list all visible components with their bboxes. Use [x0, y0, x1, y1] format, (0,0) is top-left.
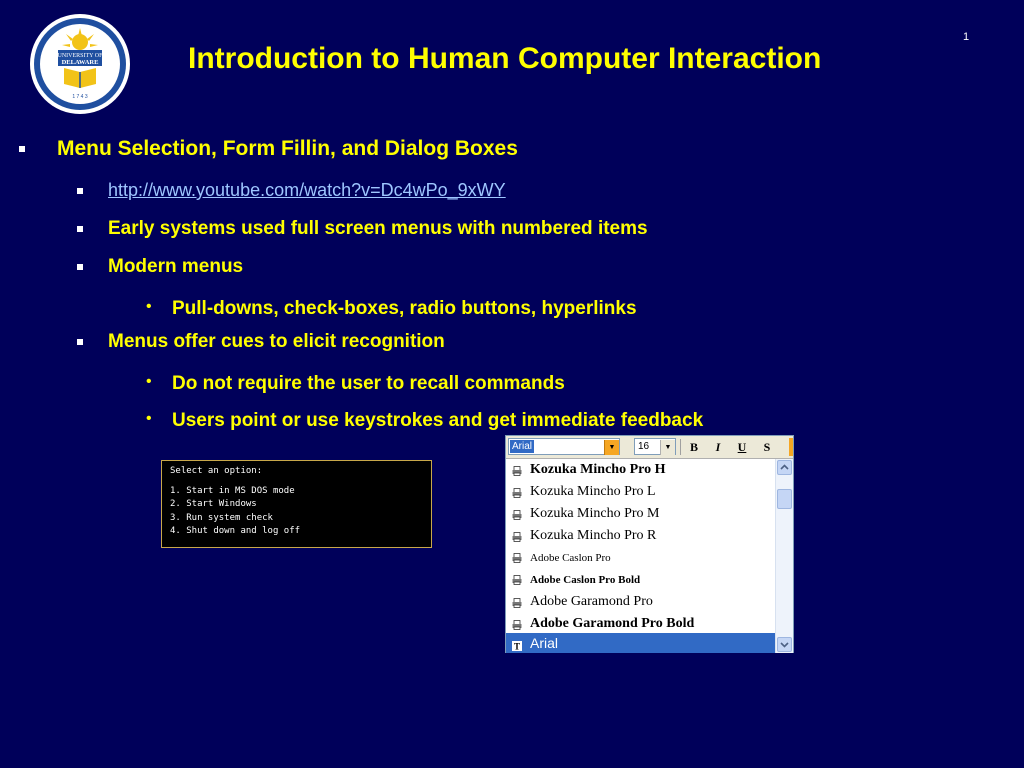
- toolbar-separator: [680, 439, 681, 455]
- square-bullet-icon: [77, 339, 83, 345]
- font-item-label: Arial: [530, 635, 559, 651]
- youtube-link[interactable]: http://www.youtube.com/watch?v=Dc4wPo_9xWY: [108, 180, 506, 200]
- font-list: [506, 459, 776, 653]
- font-item-label: Adobe Garamond Pro: [530, 594, 653, 609]
- chevron-down-icon[interactable]: ▼: [604, 440, 619, 455]
- bullet-modern-sub-text: Pull-downs, check-boxes, radio buttons, hyperlinks: [172, 298, 637, 319]
- printer-font-icon: [512, 509, 522, 519]
- italic-button[interactable]: I: [715, 440, 721, 454]
- chevron-up-icon: [778, 461, 791, 474]
- dos-menu-prompt: Select an option:: [170, 466, 263, 476]
- toolbar-overflow: [789, 438, 793, 456]
- square-bullet-icon: [77, 264, 83, 270]
- font-list-scrollbar[interactable]: [775, 459, 793, 653]
- dos-menu-option: 2. Start Windows: [170, 499, 257, 509]
- dos-menu-option: 4. Shut down and log off: [170, 526, 301, 536]
- scroll-down-button[interactable]: [777, 637, 792, 652]
- slide-number: 1: [963, 31, 970, 43]
- font-name-value: Arial: [512, 441, 533, 452]
- dot-bullet-icon: •: [146, 298, 152, 315]
- bullet-early-text: Early systems used full screen menus with numbered items: [108, 218, 648, 239]
- dot-bullet-icon: •: [146, 410, 152, 427]
- printer-font-icon: [512, 575, 522, 585]
- bullet-modern-text: Modern menus: [108, 256, 244, 277]
- chevron-down-icon: [778, 638, 791, 651]
- font-name-combobox[interactable]: [508, 438, 620, 455]
- formatting-toolbar: [506, 436, 793, 459]
- bullet-main-text: Menu Selection, Form Fillin, and Dialog Boxes: [57, 137, 518, 160]
- bullet-cues-sub1-text: Do not require the user to recall commands: [172, 373, 565, 394]
- dos-menu-option: 1. Start in MS DOS mode: [170, 485, 295, 496]
- font-list-item[interactable]: [506, 547, 776, 569]
- underline-button[interactable]: U: [737, 440, 747, 454]
- bullet-cues: [77, 331, 445, 353]
- bullet-cues-text: Menus offer cues to elicit recognition: [108, 331, 445, 352]
- printer-font-icon: [512, 597, 522, 607]
- printer-font-icon: [512, 531, 522, 541]
- bullet-early: [77, 218, 648, 240]
- font-item-label: Adobe Caslon Pro: [530, 552, 611, 564]
- bullet-cues-sub2: [146, 410, 703, 432]
- slide-title: Introduction to Human Computer Interaction: [188, 42, 822, 75]
- font-size-value: 16: [638, 441, 650, 452]
- university-logo: [28, 12, 132, 116]
- square-bullet-icon: [77, 188, 83, 194]
- printer-font-icon: [512, 465, 522, 475]
- dot-bullet-icon: •: [146, 373, 152, 390]
- font-item-label: Adobe Caslon Pro Bold: [530, 574, 641, 586]
- font-list-item[interactable]: [506, 459, 776, 481]
- font-list-item[interactable]: [506, 525, 776, 547]
- font-list-item[interactable]: [506, 613, 776, 635]
- chevron-down-icon[interactable]: ▼: [660, 440, 675, 455]
- bullet-cues-sub1: [146, 373, 565, 395]
- bold-button[interactable]: B: [689, 440, 698, 454]
- font-item-label: Kozuka Mincho Pro R: [530, 528, 657, 543]
- svg-text:T: T: [513, 641, 521, 651]
- font-list-item[interactable]: [506, 503, 776, 525]
- dos-menu-screenshot: [161, 460, 432, 548]
- bullet-modern: [77, 256, 243, 278]
- font-item-label: Kozuka Mincho Pro H: [530, 462, 666, 477]
- font-list-item[interactable]: [506, 569, 776, 591]
- square-bullet-icon: [19, 146, 25, 152]
- font-size-combobox[interactable]: [634, 438, 676, 455]
- font-dropdown-screenshot: [505, 435, 794, 653]
- printer-font-icon: [512, 619, 522, 629]
- font-item-label: Kozuka Mincho Pro M: [530, 506, 660, 521]
- font-item-label: Kozuka Mincho Pro L: [530, 484, 656, 499]
- font-list-item[interactable]: [506, 591, 776, 613]
- font-list-item[interactable]: [506, 481, 776, 503]
- shadow-button[interactable]: S: [763, 440, 771, 454]
- bullet-cues-sub2-text: Users point or use keystrokes and get immediate feedback: [172, 410, 704, 431]
- bullet-main: [19, 137, 518, 161]
- svg-text:1 7 4 3: 1 7 4 3: [72, 94, 88, 100]
- printer-font-icon: [512, 487, 522, 497]
- svg-text:DELAWARE: DELAWARE: [61, 59, 99, 66]
- font-item-label: Adobe Garamond Pro Bold: [530, 616, 695, 631]
- truetype-font-icon: [512, 638, 522, 651]
- font-list-item-selected[interactable]: [506, 633, 776, 653]
- dos-menu-option: 3. Run system check: [170, 512, 273, 523]
- printer-font-icon: [512, 553, 522, 563]
- bullet-modern-sub: [146, 298, 637, 320]
- scroll-up-button[interactable]: [777, 460, 792, 475]
- square-bullet-icon: [77, 226, 83, 232]
- bullet-link: [77, 180, 506, 201]
- svg-text:UNIVERSITY OF: UNIVERSITY OF: [57, 53, 103, 59]
- scroll-thumb[interactable]: [777, 489, 792, 509]
